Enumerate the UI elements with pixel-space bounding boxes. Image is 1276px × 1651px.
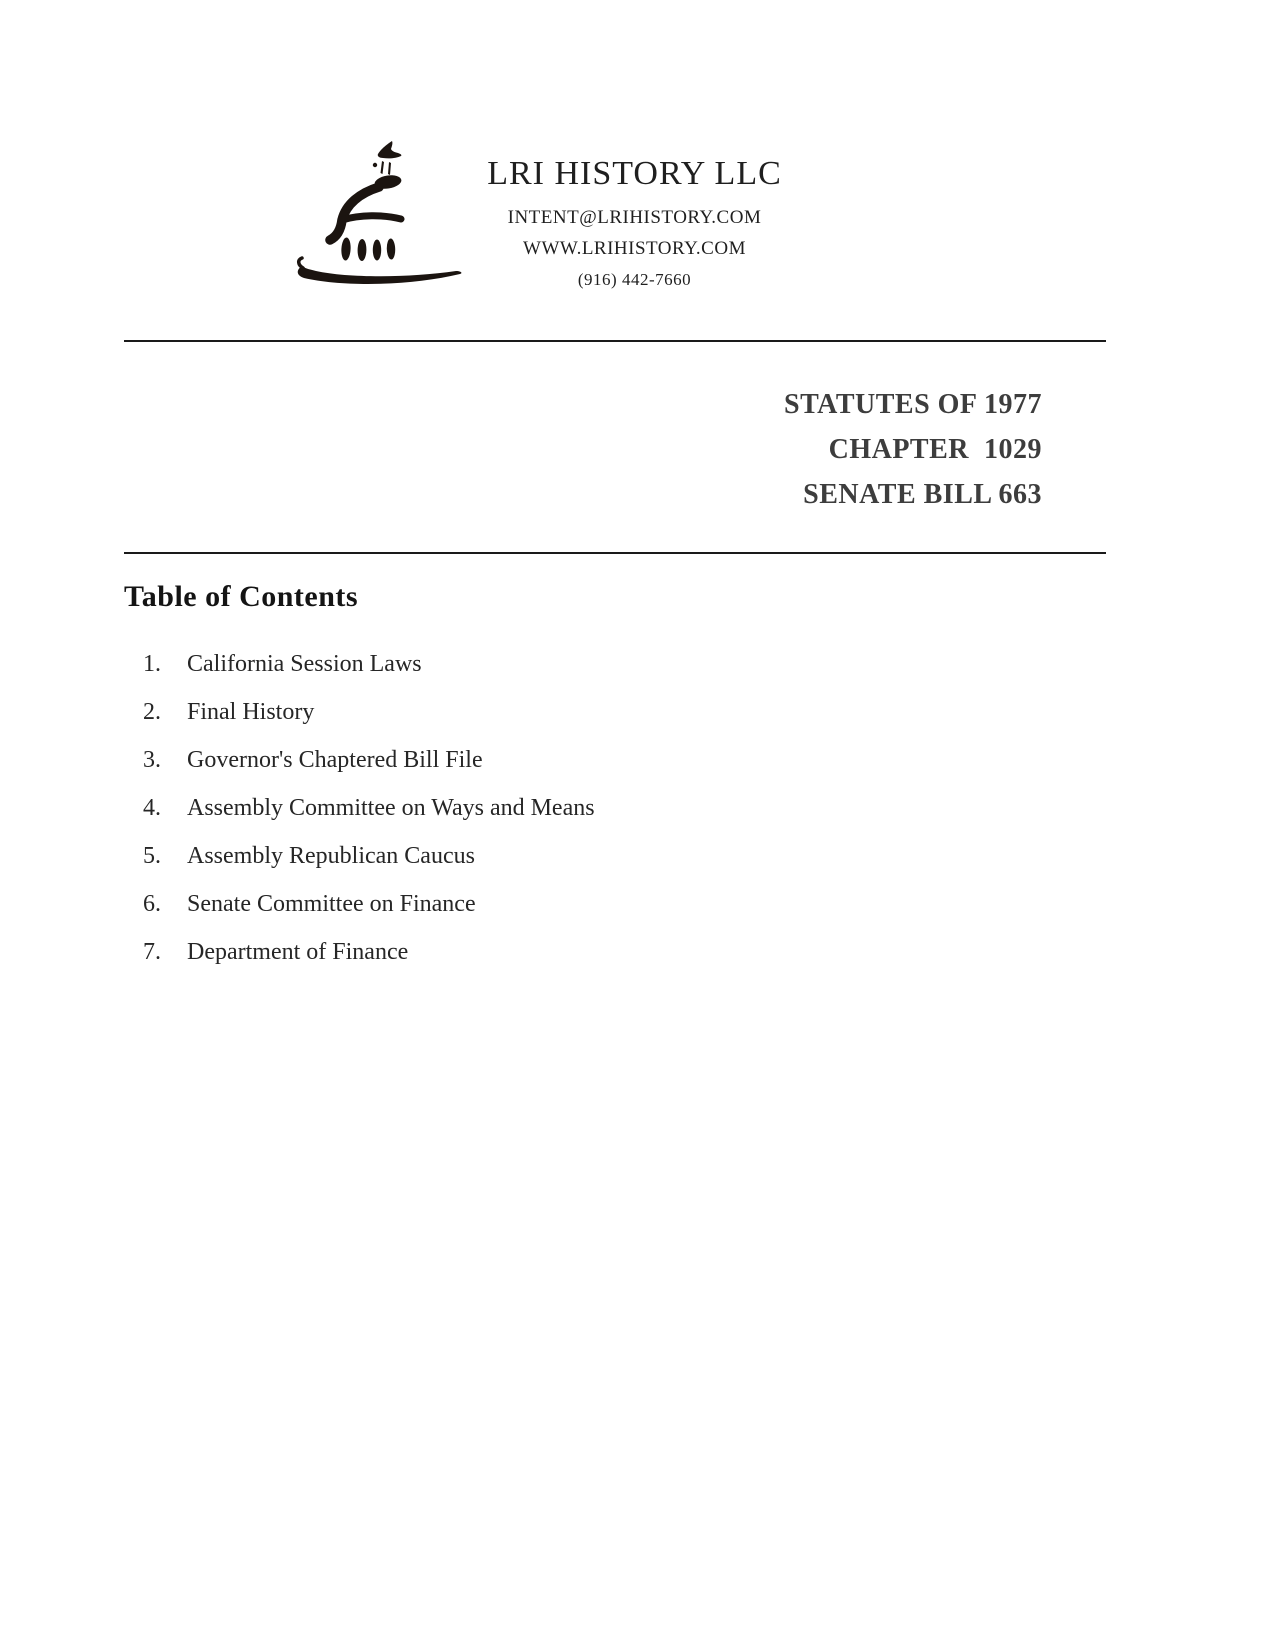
toc-title: Table of Contents xyxy=(124,580,359,613)
toc-item-number: 3. xyxy=(143,747,161,773)
toc-item xyxy=(143,792,843,824)
toc-item-label: Assembly Republican Caucus xyxy=(187,843,475,869)
toc-list xyxy=(143,648,843,984)
company-phone: (916) 442-7660 xyxy=(577,270,692,289)
toc-item-number: 6. xyxy=(143,891,161,917)
company-website: WWW.LRIHISTORY.COM xyxy=(523,238,746,259)
capitol-dome-logo-icon xyxy=(288,118,470,290)
toc-item-label: Governor's Chaptered Bill File xyxy=(187,747,483,773)
chapter-line: CHAPTER 1029 xyxy=(828,434,1042,465)
toc-item-label: California Session Laws xyxy=(187,651,422,677)
company-email: INTENT@LRIHISTORY.COM xyxy=(507,207,762,228)
toc-item xyxy=(143,936,843,968)
divider-line-bottom xyxy=(124,552,1106,554)
toc-item xyxy=(143,648,843,680)
toc-item-label: Final History xyxy=(187,699,315,725)
toc-item-number: 4. xyxy=(143,795,161,821)
toc-item-label: Assembly Committee on Ways and Means xyxy=(187,795,595,821)
toc-item xyxy=(143,744,843,776)
divider-line-top xyxy=(124,340,1106,342)
toc-item-label: Department of Finance xyxy=(187,939,409,965)
toc-item xyxy=(143,696,843,728)
statutes-line: STATUTES OF 1977 xyxy=(784,389,1042,420)
company-name: LRI HISTORY LLC xyxy=(487,155,782,192)
toc-item-number: 2. xyxy=(143,699,161,725)
toc-item xyxy=(143,840,843,872)
toc-item-number: 7. xyxy=(143,939,161,965)
toc-item xyxy=(143,888,843,920)
toc-item-number: 5. xyxy=(143,843,161,869)
toc-item-number: 1. xyxy=(143,651,161,677)
toc-item-label: Senate Committee on Finance xyxy=(187,891,476,917)
letterhead xyxy=(462,154,807,295)
senate-bill-line: SENATE BILL 663 xyxy=(803,479,1042,510)
statute-reference-block xyxy=(784,382,1042,517)
